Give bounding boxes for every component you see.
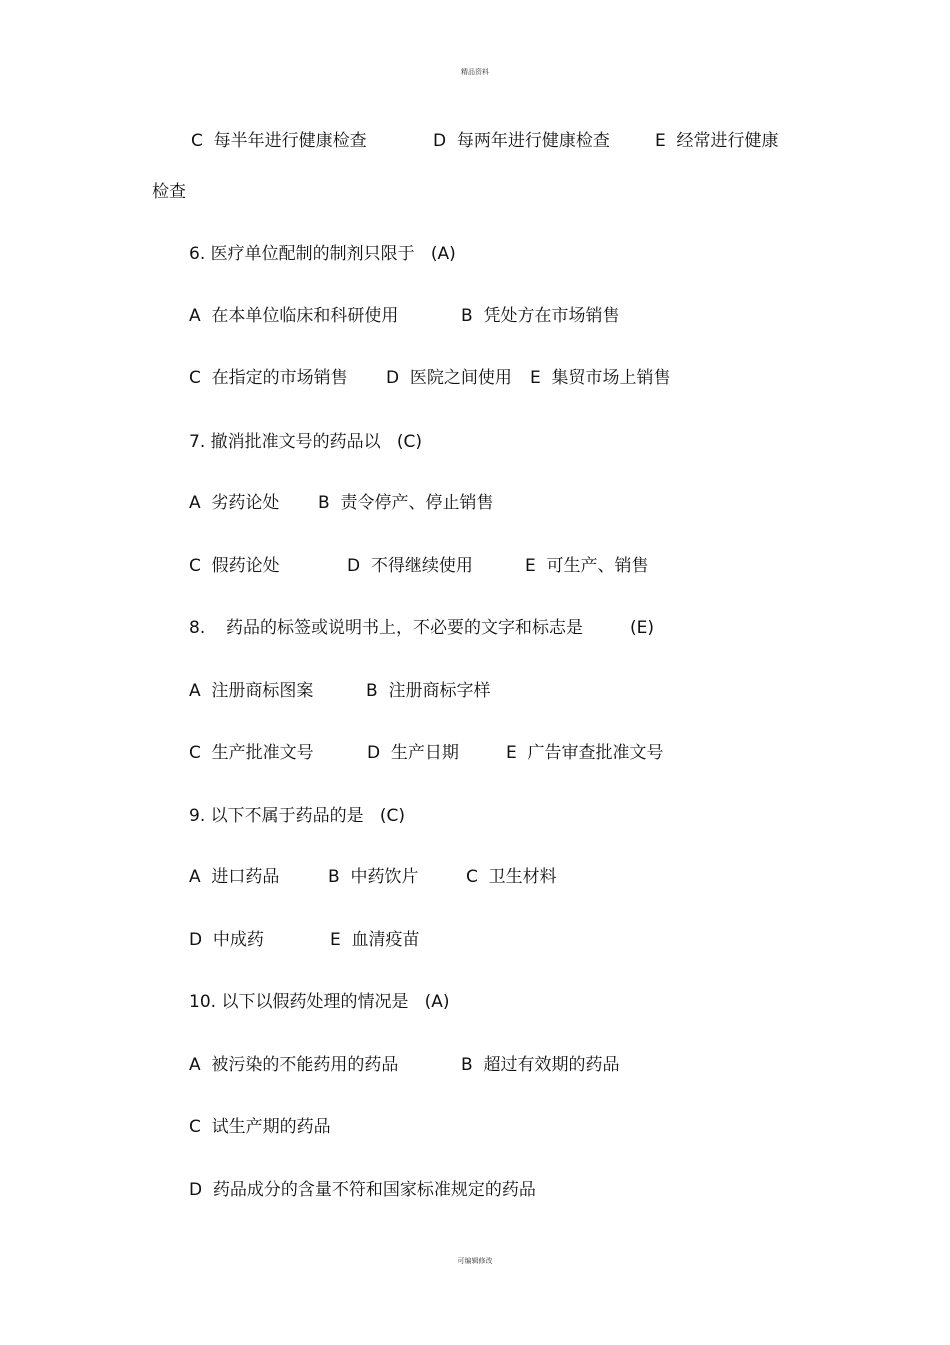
question-9 xyxy=(0,806,405,846)
question-7 xyxy=(0,432,422,472)
option-a: A 进口药品 xyxy=(189,867,280,887)
option-e-continuation: 检查 xyxy=(152,182,186,202)
option-e: E 广告审查批准文号 xyxy=(506,743,664,763)
page-header: 精品资料 xyxy=(461,68,489,76)
question-answer: (E) xyxy=(630,618,655,638)
option-d: D 每两年进行健康检查 xyxy=(433,131,610,151)
option-c: C 假药论处 xyxy=(189,556,280,576)
question-10 xyxy=(0,992,450,1032)
option-a: A 被污染的不能药用的药品 xyxy=(189,1055,399,1075)
question-text: 9. 以下不属于药品的是 (C) xyxy=(189,806,405,826)
question-9-options-d-e xyxy=(0,930,420,990)
option-c: C 在指定的市场销售 xyxy=(189,368,348,388)
option-d: D 中成药 xyxy=(189,930,264,950)
option-e: E 经常进行健康 xyxy=(655,131,779,151)
option-b: B 责令停产、停止销售 xyxy=(318,493,494,513)
option-d: D 生产日期 xyxy=(367,743,459,763)
option-d: D 不得继续使用 xyxy=(347,556,473,576)
question-number: 8. xyxy=(189,618,206,638)
option-b: B 超过有效期的药品 xyxy=(461,1055,620,1075)
question-6 xyxy=(0,244,456,284)
option-b: B 凭处方在市场销售 xyxy=(461,306,620,326)
question-6-options-a-b xyxy=(0,306,620,366)
question-text: 10. 以下以假药处理的情况是 (A) xyxy=(189,992,450,1012)
question-text: 药品的标签或说明书上，不必要的文字和标志是 xyxy=(226,618,583,638)
option-c: C 每半年进行健康检查 xyxy=(191,131,367,151)
question-8-options-a-b xyxy=(0,681,491,741)
option-c: C 试生产期的药品 xyxy=(189,1117,331,1137)
question-7-options-a-b xyxy=(0,493,494,553)
question-10-option-c xyxy=(0,1117,331,1157)
option-a: A 在本单位临床和科研使用 xyxy=(189,306,399,326)
page-footer: 可编辑修改 xyxy=(457,1257,493,1265)
option-e: E 血清疫苗 xyxy=(330,930,420,950)
option-d: D 医院之间使用 xyxy=(386,368,512,388)
question-text: 6. 医疗单位配制的制剂只限于 (A) xyxy=(189,244,456,264)
option-a: A 劣药论处 xyxy=(189,493,280,513)
option-b: B 注册商标字样 xyxy=(366,681,491,701)
option-b: B 中药饮片 xyxy=(328,867,419,887)
option-d: D 药品成分的含量不符和国家标准规定的药品 xyxy=(189,1180,536,1200)
question-10-option-d xyxy=(0,1180,536,1220)
option-e: E 集贸市场上销售 xyxy=(530,368,671,388)
question-5-option-e-continued xyxy=(0,182,186,222)
option-e: E 可生产、销售 xyxy=(525,556,649,576)
question-10-options-a-b xyxy=(0,1055,620,1115)
option-c: C 卫生材料 xyxy=(466,867,557,887)
question-text: 7. 撤消批准文号的药品以 (C) xyxy=(189,432,422,452)
option-a: A 注册商标图案 xyxy=(189,681,314,701)
option-c: C 生产批准文号 xyxy=(189,743,314,763)
